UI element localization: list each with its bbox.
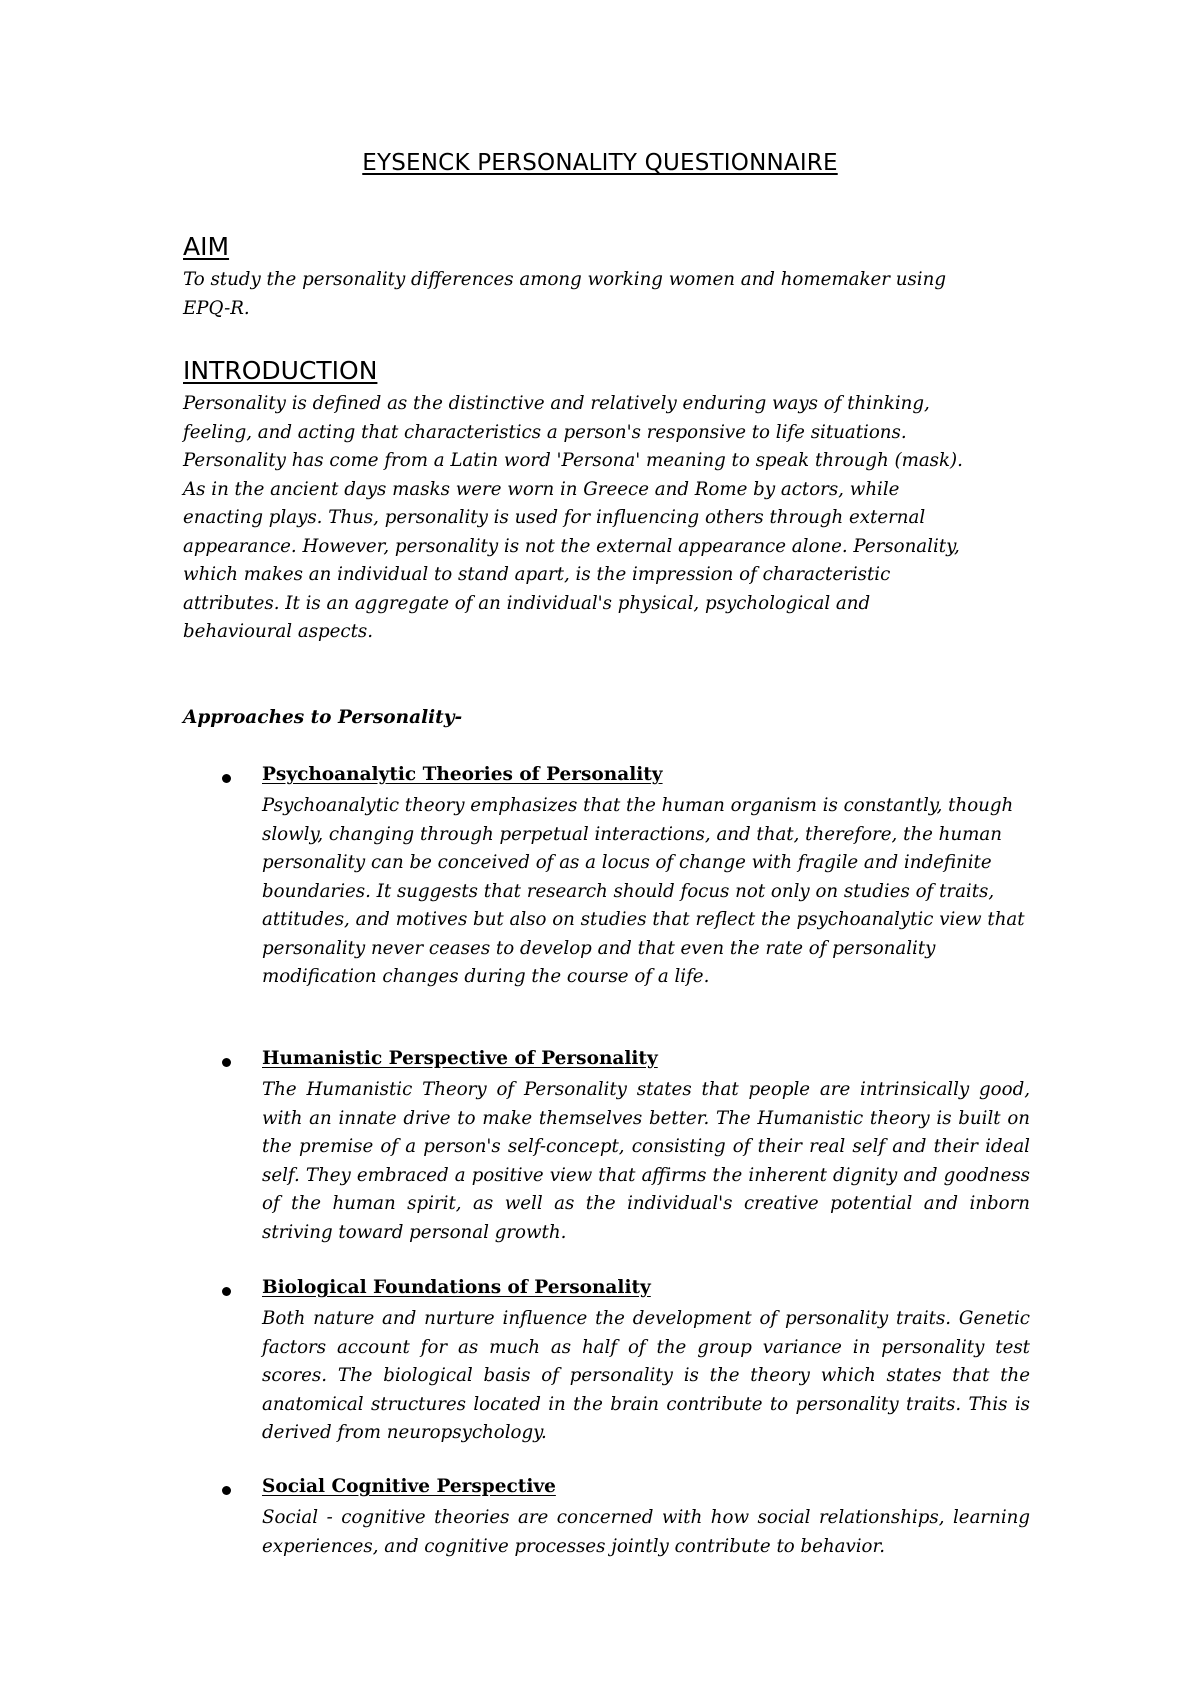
approach-text: Both nature and nurture influence the development of personality traits. Genetic factors account for as much as half of the group variance in personality test scores. The biological basis of personality is the theory which states that the anatomical structures located in the brain contribute to personality traits. This is derived from neuropsychology. (262, 1308, 1030, 1443)
bullet-icon (222, 1486, 231, 1495)
aim-text: To study the personality differences among working women and homemaker using EPQ-R. (183, 269, 946, 319)
bullet-icon (222, 774, 231, 783)
approach-text: Psychoanalytic theory emphasizes that the human organism is constantly, though slowly, changing through perpetual interactions, and that, therefore, the human personality can be conceived of as a locus of change with fragile and indefinite boundaries. It suggests that research should focus not only on studies of traits, attitudes, and motives but also on studies that reflect the psychoanalytic view that personality never ceases to develop and that even the rate of personality modification changes during the course of a life. (262, 795, 1025, 987)
document-title: EYSENCK PERSONALITY QUESTIONNAIRE (362, 150, 838, 176)
aim-heading: AIM (183, 232, 230, 261)
approach-title: Social Cognitive Perspective (262, 1476, 556, 1497)
approach-text: Social - cognitive theories are concerned with how social relationships, learning experiences, and cognitive processes jointly contribute to behavior. (262, 1507, 1030, 1557)
approach-text: The Humanistic Theory of Personality states that people are intrinsically good, with an innate drive to make themselves better. The Humanistic theory is built on the premise of a person's self-concept, consisting of their real self and their ideal self. They embraced a positive view that affirms the inherent dignity and goodness of the human spirit, as well as the individual's creative potential and inborn striving toward personal growth. (262, 1079, 1030, 1243)
introduction-heading: INTRODUCTION (183, 356, 378, 385)
approach-title: Humanistic Perspective of Personality (262, 1048, 658, 1069)
approach-title: Biological Foundations of Personality (262, 1277, 651, 1298)
introduction-text: Personality is defined as the distinctive and relatively enduring ways of thinking, feeling, and acting that characteristics a person's responsive to life situations. Personality has come from a Latin word 'Persona' meaning to speak through (mask). As in the ancient days masks were worn in Greece and Rome by actors, while enacting plays. Thus, personality is used for influencing others through external appearance. However, personality is not the external appearance alone. Personality, which makes an individual to stand apart, is the impression of characteristic attributes. It is an aggregate of an individual's physical, psychological and behavioural aspects. (183, 393, 963, 642)
approach-title: Psychoanalytic Theories of Personality (262, 764, 663, 785)
approaches-heading: Approaches to Personality- (183, 707, 463, 728)
bullet-icon (222, 1287, 231, 1296)
bullet-icon (222, 1058, 231, 1067)
